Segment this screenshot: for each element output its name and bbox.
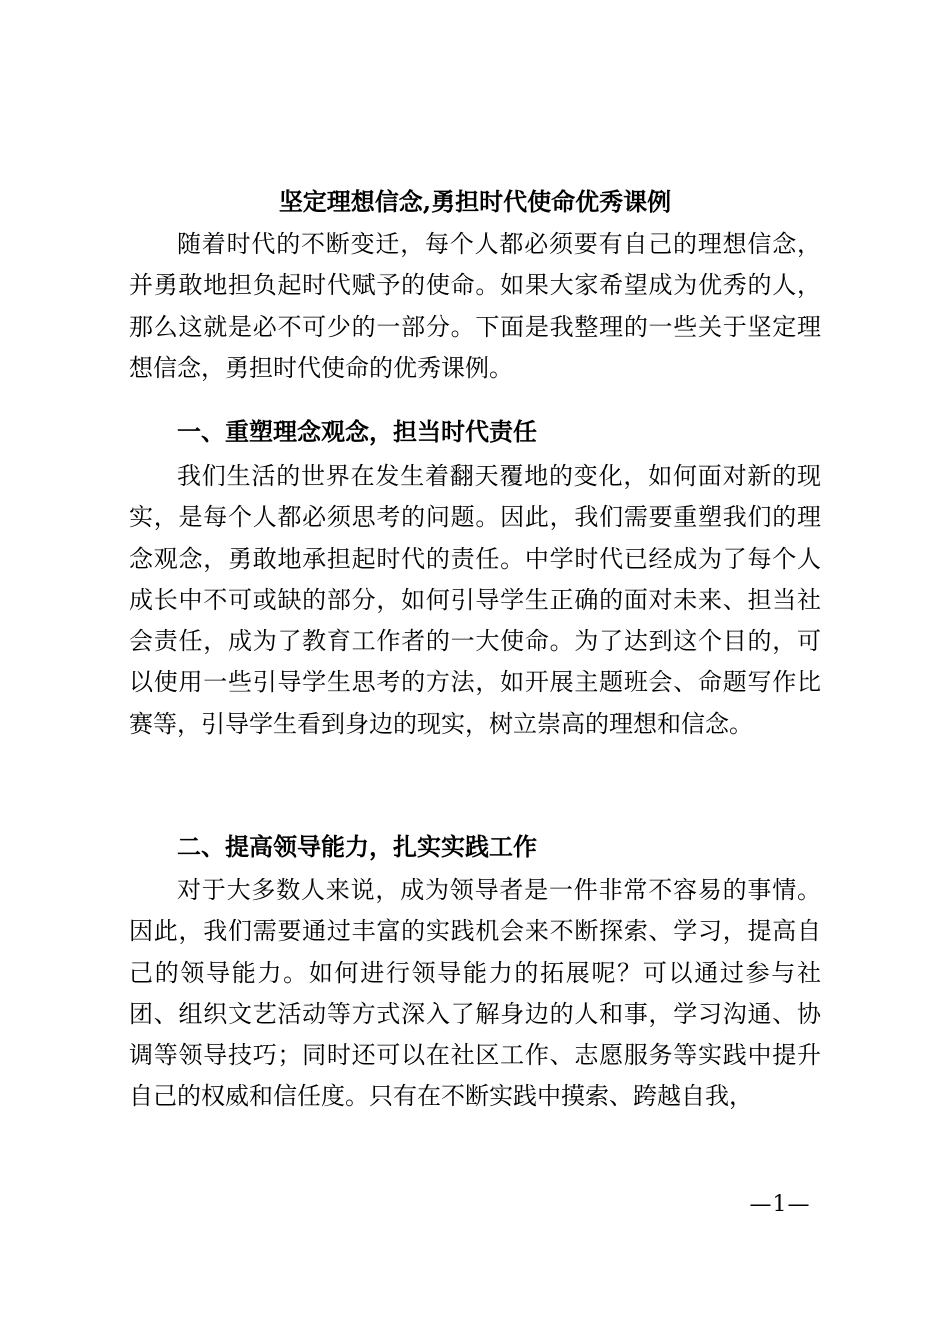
intro-paragraph: 随着时代的不断变迁，每个人都必须要有自己的理想信念，并勇敢地担负起时代赋予的使命。如果大家希望成为优秀的人，那么这就是必不可少的一部分。下面是我整理的一些关于坚定理想信念，勇担时代使命的优秀课例。 xyxy=(129,230,821,382)
section-heading-2: 二、提高领导能力，扎实实践工作 xyxy=(177,832,537,861)
document-title: 坚定理想信念,勇担时代使命优秀课例 xyxy=(278,187,672,216)
section-heading-1: 一、重塑理念观念，担当时代责任 xyxy=(177,417,537,446)
section2-paragraph: 对于大多数人来说，成为领导者是一件非常不容易的事情。因此，我们需要通过丰富的实践机会来不断探索、学习，提高自己的领导能力。如何进行领导能力的拓展呢？可以通过参与社团、组织文艺活动等方式深入了解身边的人和事，学习沟通、协调等领导技巧；同时还可以在社区工作、志愿服务等实践中提升自己的权威和信任度。只有在不断实践中摸索、跨越自我， xyxy=(129,876,821,1111)
section1-paragraph: 我们生活的世界在发生着翻天覆地的变化，如何面对新的现实，是每个人都必须思考的问题。因此，我们需要重塑我们的理念观念，勇敢地承担起时代的责任。中学时代已经成为了每个人成长中不可或缺的部分，如何引导学生正确的面对未来、担当社会责任，成为了教育工作者的一大使命。为了达到这个目的，可以使用一些引导学生思考的方法，如开展主题班会、命题写作比赛等，引导学生看到身边的现实，树立崇高的理想和信念。 xyxy=(129,462,821,738)
page-number: —1— xyxy=(749,1192,811,1217)
